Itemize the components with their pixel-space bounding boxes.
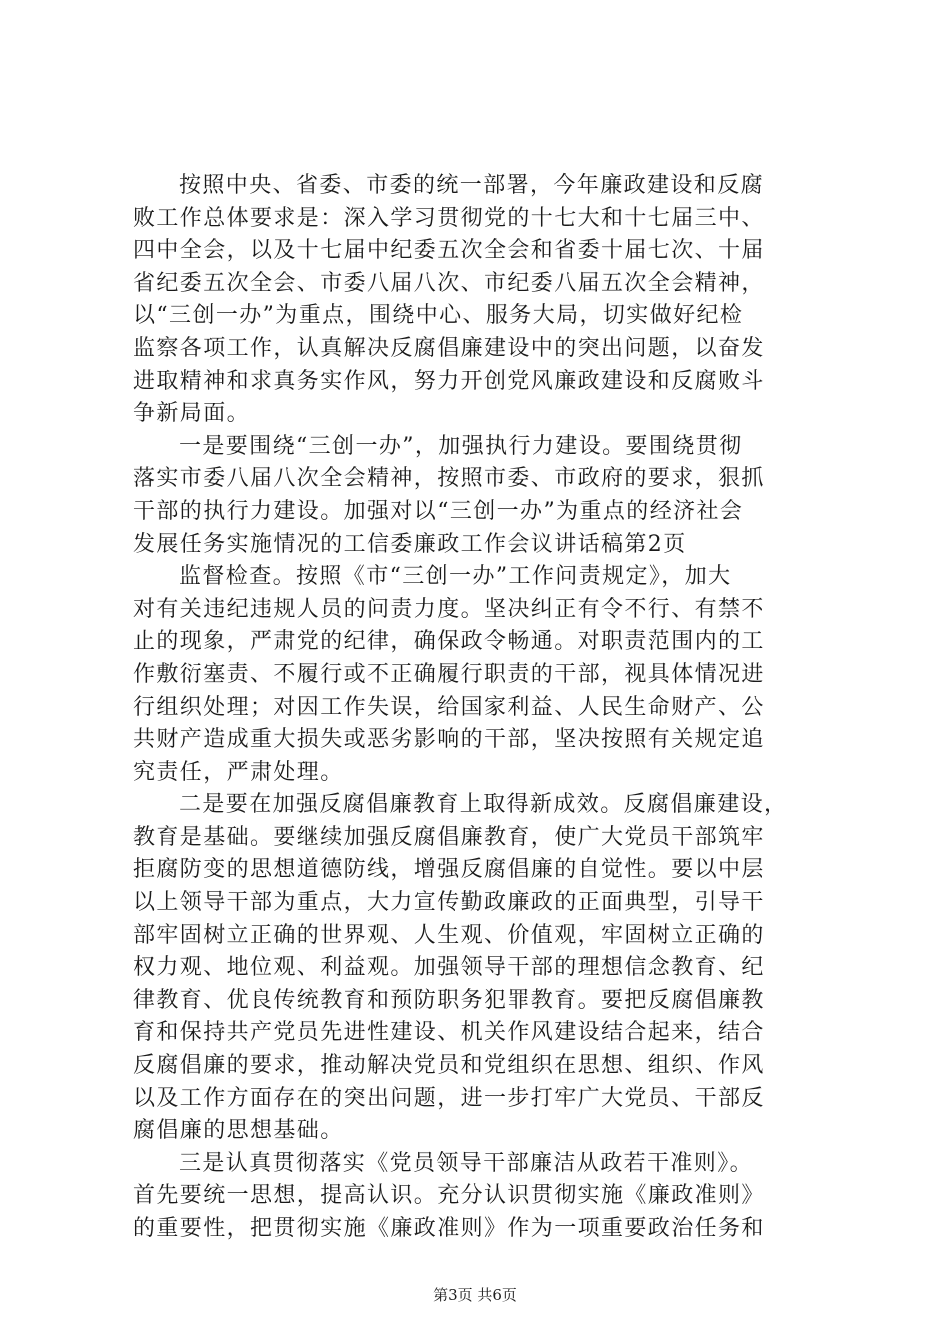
text-line: 争新局面。 [133,401,251,427]
text-line: 教育是基础。要继续加强反腐倡廉教育，使广大党员干部筑牢 [133,824,765,850]
text-line: 以“三创一办”为重点，围绕中心、服务大局，切实做好纪检 [133,303,744,329]
page-footer: 第3页 共6页 [433,1286,517,1304]
text-line: 权力观、地位观、利益观。加强领导干部的理想信念教育、纪 [133,955,765,981]
text-line: 以上领导干部为重点，大力宣传勤政廉政的正面典型，引导干 [133,890,765,916]
text-line: 对有关违纪违规人员的问责力度。坚决纠正有令不行、有禁不 [133,596,765,622]
text-line: 二是要在加强反腐倡廉教育上取得新成效。反腐倡廉建设， [179,792,788,818]
text-line: 首先要统一思想，提高认识。充分认识贯彻实施《廉政准则》 [133,1183,765,1209]
document-body [133,170,833,1246]
text-line: 止的现象，严肃党的纪律，确保政令畅通。对职责范围内的工 [133,629,765,655]
text-line: 腐倡廉的思想基础。 [133,1118,344,1144]
text-line: 律教育、优良传统教育和预防职务犯罪教育。要把反腐倡廉教 [133,987,765,1013]
text-line: 干部的执行力建设。加强对以“三创一办”为重点的经济社会 [133,498,744,524]
text-line: 部牢固树立正确的世界观、人生观、价值观，牢固树立正确的 [133,922,765,948]
text-line: 进取精神和求真务实作风，努力开创党风廉政建设和反腐败斗 [133,368,765,394]
text-line: 的重要性，把贯彻实施《廉政准则》作为一项重要政治任务和 [133,1216,765,1241]
text-line: 反腐倡廉的要求，推动解决党员和党组织在思想、组织、作风 [133,1053,765,1079]
text-line: 一是要围绕“三创一办”，加强执行力建设。要围绕贯彻 [179,433,743,459]
text-line: 落实市委八届八次全会精神，按照市委、市政府的要求，狠抓 [133,466,765,492]
text-line: 作敷衍塞责、不履行或不正确履行职责的干部，视具体情况进 [133,661,765,687]
text-line: 败工作总体要求是：深入学习贯彻党的十七大和十七届三中、 [133,205,765,231]
text-line: 四中全会，以及十七届中纪委五次全会和省委十届七次、十届 [133,238,765,264]
text-line: 三是认真贯彻落实《党员领导干部廉洁从政若干准则》。 [179,1150,754,1176]
text-line: 以及工作方面存在的突出问题，进一步打牢广大党员、干部反 [133,1085,765,1111]
text-line: 育和保持共产党员先进性建设、机关作风建设结合起来，结合 [133,1020,765,1046]
text-line: 省纪委五次全会、市委八届八次、市纪委八届五次全会精神， [133,270,765,296]
text-line: 拒腐防变的思想道德防线，增强反腐倡廉的自觉性。要以中层 [133,857,765,883]
text-line: 按照中央、省委、市委的统一部署，今年廉政建设和反腐 [179,173,765,198]
text-line: 监察各项工作，认真解决反腐倡廉建设中的突出问题，以奋发 [133,335,765,361]
text-line: 究责任，严肃处理。 [133,759,344,785]
text-line: 共财产造成重大损失或恶劣影响的干部，坚决按照有关规定追 [133,727,765,753]
text-line: 监督检查。按照《市“三创一办”工作问责规定》，加大 [179,564,732,590]
text-line: 发展任务实施情况的工信委廉政工作会议讲话稿第2页 [133,531,687,557]
text-line: 行组织处理；对因工作失误，给国家利益、人民生命财产、公 [133,694,765,720]
